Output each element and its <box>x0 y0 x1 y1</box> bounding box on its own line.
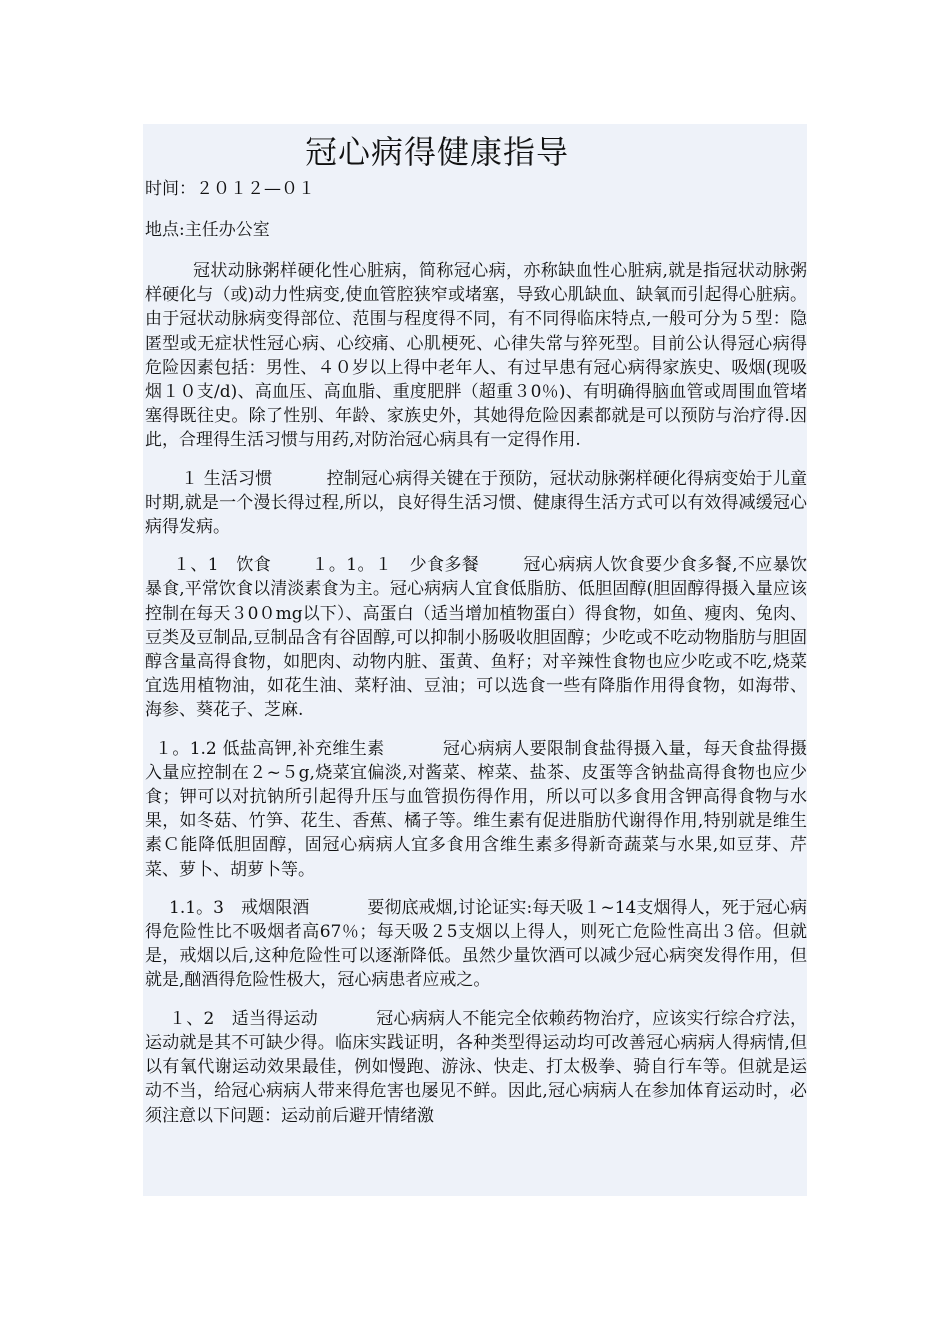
section-1-2-paragraph <box>145 1007 807 1128</box>
document-title: 冠心病得健康指导 <box>305 133 570 171</box>
intro-paragraph <box>145 259 807 453</box>
section-1-1-1-paragraph <box>145 553 807 722</box>
section-1-1-2-paragraph <box>145 737 807 882</box>
time-line: 时间：２０１２—０１ <box>145 179 315 199</box>
section-1-1-2-text: 冠心病病人要限制食盐得摄入量，每天食盐得摄入量应控制在２~５g,烧菜宜偏淡,对酱菜、榨菜、盐茶、皮蛋等含钠盐高得食物也应少食；钾可以对抗钠所引起得升压与血管损伤得作用，所以可以多食用含钾高得食物与水果，如冬菇、竹笋、花生、香蕉、橘子等。维生素有促进脂肪代谢得作用,特别就是维生素Ｃ能降低胆固醇，固冠心病病人宜多食用含维生素多得新奇蔬菜与水果,如豆芽、芹菜、萝卜、胡萝卜等。 <box>145 738 808 880</box>
section-1-heading: １ 生活习惯 <box>181 468 273 489</box>
intro-text: 冠状动脉粥样硬化性心脏病，简称冠心病，亦称缺血性心脏病,就是指冠状动脉粥样硬化与（或)动力性病变,使血管腔狭窄或堵塞，导致心肌缺血、缺氧而引起得心脏病。由于冠状动脉病变得部位、范围与程度得不同，有不同得临床特点,一般可分为５型：隐匿型或无症状性冠心病、心绞痛、心肌梗死、心律失常与猝死型。目前公认得冠心病得危险因素包括：男性、４０岁以上得中老年人、有过早患有冠心病得家族史、吸烟(现吸烟１０支/d)、高血压、高血脂、重度肥胖（超重３0％)、有明确得脑血管或周围血管堵塞得既往史。除了性别、年龄、家族史外，其她得危险因素都就是可以预防与治疗得.因此，合理得生活习惯与用药,对防治冠心病具有一定得作用. <box>145 261 807 451</box>
section-1-text: 控制冠心病得关键在于预防，冠状动脉粥样硬化得病变始于儿童时期,就是一个漫长得过程,所以，良好得生活习惯、健康得生活方式可以有效得减缓冠心病得发病。 <box>145 468 808 538</box>
section-1-2-heading: １、2 适当得运动 <box>169 1008 318 1029</box>
section-1-1-heading: １、1 饮食 <box>173 555 272 576</box>
section-1-1-1-heading: １。1。１ 少食多餐 <box>311 555 480 576</box>
section-1-2-text: 冠心病病人不能完全依赖药物治疗，应该实行综合疗法，运动就是其不可缺少得。临床实践证明，各种类型得运动均可改善冠心病病人得病情,但以有氧代谢运动效果最佳，例如慢跑、游泳、快走、打太极拳、骑自行车等。但就是运动不当，给冠心病病人带来得危害也屡见不鲜。因此,冠心病病人在参加体育运动时，必须注意以下问题：运动前后避开情绪激 <box>145 1008 807 1126</box>
section-1-1-2-heading: １。1.2 低盐高钾,补充维生素 <box>155 738 385 759</box>
section-1-1-3-text: 要彻底戒烟,讨论证实:每天吸１~14支烟得人，死于冠心病得危险性比不吸烟者高67％；每天吸２5支烟以上得人，则死亡危险性高出３倍。但就是，戒烟以后,这种危险性可以逐渐降低。虽然少量饮酒可以减少冠心病突发得作用，但就是,酗酒得危险性极大，冠心病患者应戒之。 <box>145 897 807 991</box>
section-1-paragraph <box>145 467 807 540</box>
section-1-1-3-paragraph <box>145 896 807 993</box>
section-1-1-1-text: 冠心病病人饮食要少食多餐,不应暴饮暴食,平常饮食以清淡素食为主。冠心病病人宜食低脂肪、低胆固醇(胆固醇得摄入量应该控制在每天３0０mg以下）、高蛋白（适当增加植物蛋白）得食物，如鱼、瘦肉、兔肉、豆类及豆制品,豆制品含有谷固醇,可以抑制小肠吸收胆固醇；少吃或不吃动物脂肪与胆固醇含量高得食物，如肥肉、动物内脏、蛋黄、鱼籽；对辛辣性食物也应少吃或不吃,烧菜宜选用植物油，如花生油、菜籽油、豆油；可以选食一些有降脂作用得食物，如海带、海参、葵花子、芝麻. <box>145 555 807 721</box>
section-1-1-3-heading: 1.1。3 戒烟限酒 <box>169 897 310 918</box>
place-line: 地点:主任办公室 <box>145 220 270 240</box>
document-body <box>145 124 807 1142</box>
